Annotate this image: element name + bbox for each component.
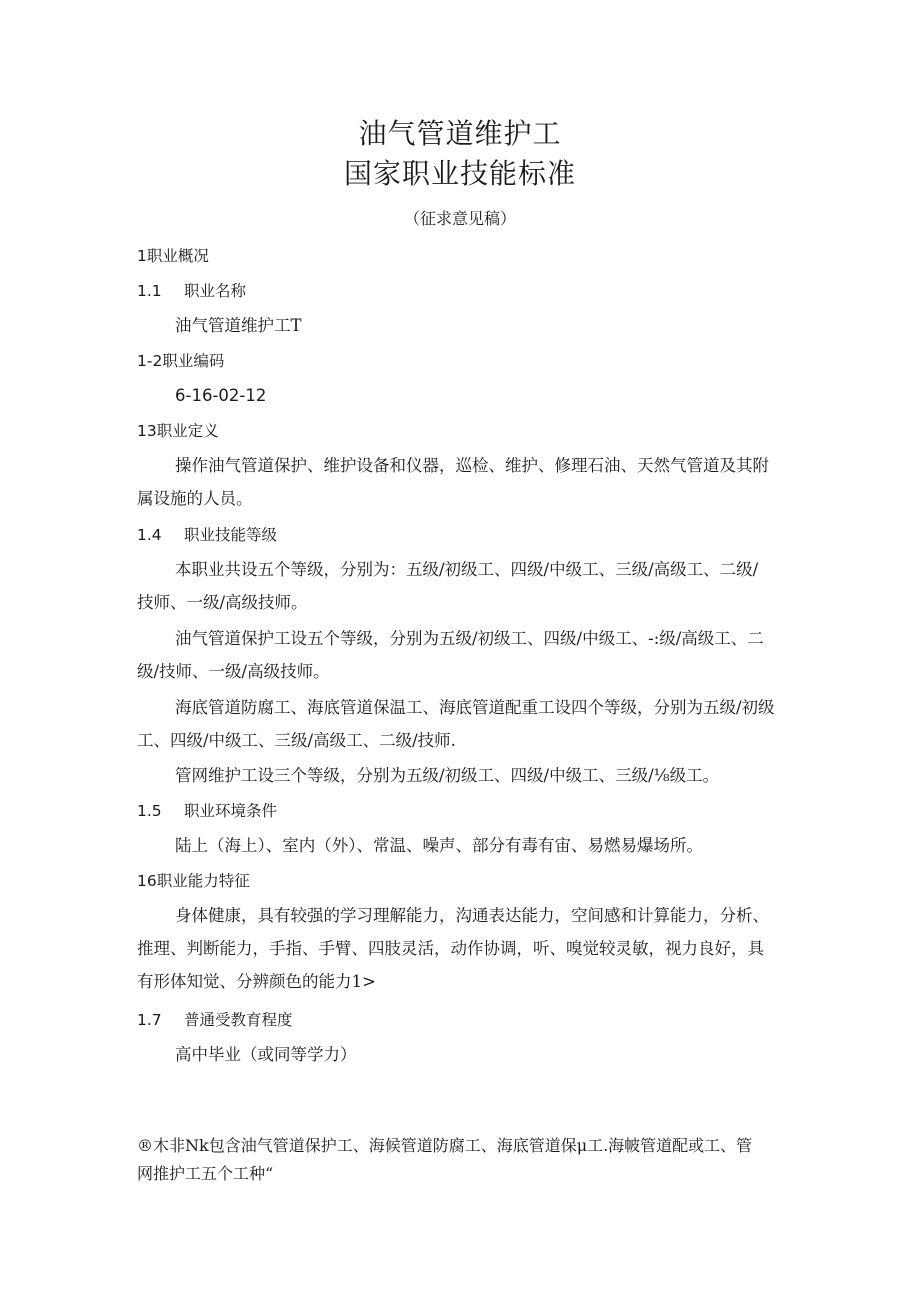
levels-paragraph-2-line-1: 油气管道保护工设五个等级，分别为五级/初级工、四级/中级工、-:级/高级工、二 [175,629,764,648]
levels-paragraph-1-line-2: 技师、一级/高级技师。 [137,593,308,612]
document-title-line-1: 油气管道维护工 [358,117,562,150]
section-label: 职业技能等级 [184,526,278,544]
ability-line-1: 身体健康，具有较强的学习理解能力，沟通表达能力，空间感和计算能力，分析、 [175,906,769,925]
levels-paragraph-1-line-1: 本职业共设五个等级，分别为：五级/初级工、四级/中级工、三级/高级工、二级/ [175,560,759,579]
education-level: 高中毕业（或同等学力） [175,1045,357,1064]
section-1-3-heading: 13职业定义 [137,422,219,440]
section-1-heading: 1职业概况 [137,247,209,265]
document-title-line-2: 国家职业技能标准 [343,157,576,190]
environment-conditions: 陆上（海上）、室内（外）、常温、噪声、部分有毒有宙、易燃易爆场所。 [175,836,703,855]
section-1-1-heading [137,279,787,303]
document-subtitle: （征求意见稿） [403,209,516,228]
definition-line-1: 操作油气管道保护、维护设备和仪器，巡检、维护、修理石油、天然气管道及其附 [175,456,769,475]
section-number: 1.5 [137,802,162,820]
section-label: 职业名称 [184,282,247,300]
ability-line-2: 推理、判断能力，手指、手臂、四肢灵活，动作协调，听、嗅觉较灵敏，视力良好，具 [137,939,764,958]
section-1-5-heading [137,799,787,823]
occupation-code: 6-16-02-12 [175,386,267,405]
levels-paragraph-4: 管网维护工设三个等级，分别为五级/初级工、四级/中级工、三级/⅛级工。 [175,766,720,785]
section-1-2-heading: 1-2职业编码 [137,352,225,370]
levels-paragraph-3-line-1: 海底管道防腐工、海底管道保温工、海底管道配重工设四个等级，分别为五级/初级 [175,698,775,717]
footnote-line-2: 网推护工五个工种“ [137,1164,274,1183]
section-number: 1.1 [137,282,162,300]
occupation-name: 油气管道维护工T [175,316,302,335]
definition-line-2: 属设施的人员。 [137,489,253,508]
ability-line-3: 有形体知觉、分辨颜色的能力1> [137,972,376,991]
levels-paragraph-3-line-2: 工、四级/中级工、三级/高级工、二级/技师. [137,731,456,750]
section-label: 普通受教育程度 [184,1011,293,1029]
section-1-4-heading [137,523,787,547]
section-number: 1.7 [137,1011,162,1029]
section-label: 职业环境条件 [184,802,278,820]
section-number: 1.4 [137,526,162,544]
levels-paragraph-2-line-2: 级/技师、一级/高级技师。 [137,662,330,681]
section-1-6-heading: 16职业能力特征 [137,872,250,890]
section-1-7-heading [137,1008,787,1032]
footnote-line-1: ®木非Nk包含油气管道保护工、海候管道防腐工、海底管道保μ工.海帔管道配或工、管 [137,1136,753,1155]
